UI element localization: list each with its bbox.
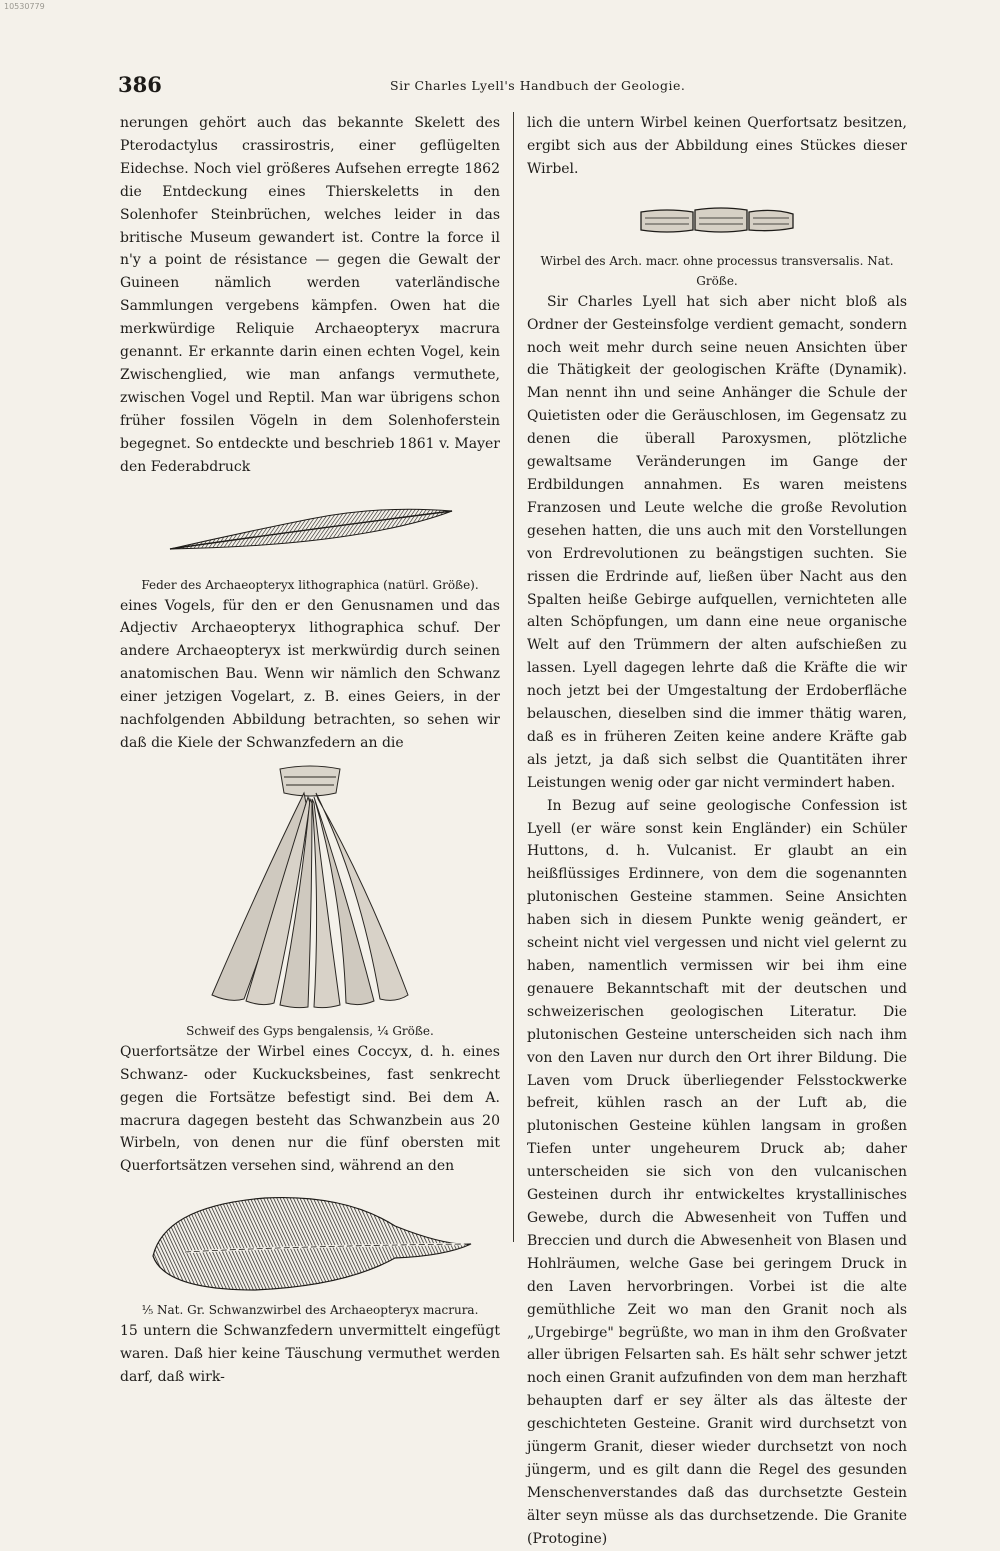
vertebra-figure <box>527 189 907 251</box>
scan-id: 10530779 <box>4 2 45 11</box>
column-divider <box>513 112 514 1242</box>
feather-illustration <box>160 497 460 557</box>
archaeopteryx-tail-illustration <box>145 1186 475 1296</box>
right-paragraph-2: Sir Charles Lyell hat sich aber nicht bloß als Ordner der Gesteinsfolge verdient gemacht, sondern noch weit mehr durch seine neuen Ansichten über die Thätigkeit der geologischen Kräfte (Dynamik). Man nennt ihn und seine Anhänger die Schule der Quietisten oder die Geräuschlosen, im Gegensatz zu denen die überall Paroxysmen, plötzliche gewaltsame Veränderungen im Gange der Erdbildungen annahmen. Es waren meistens Franzosen und Leute welche die große Revolution gesehen hatten, die uns auch mit den Vorstellungen von Erdrevolutionen zu beängstigen suchten. Sie rissen die Erdrinde auf, ließen über Nacht aus den Spalten heiße Gebirge aufquellen, vernichteten alle alten Schöpfungen, um dann eine neue organische Welt auf den Trümmern der alten aufschießen zu lassen. Lyell dagegen lehrte daß die Kräfte die wir noch jetzt bei der Umgestaltung der Erdoberfläche belauschen, dieselben sind die immer thätig waren, daß es in früheren Zeiten keine andere Kräfte gab als jetzt, ja daß sich selbst die Quantitäten ihrer Leistungen wenig oder gar nicht vermindert haben. <box>527 293 907 791</box>
feather-caption: Feder des Archaeopteryx lithographica (natürl. Größe). <box>141 577 479 592</box>
right-paragraph-3: In Bezug auf seine geologische Confession ist Lyell (er wäre sonst kein Engländer) ein Schüler Huttons, d. h. Vulcanist. Er glaubt an ein heißflüssiges Erdinnere, von dem die sogenannten plutonischen Gesteine stammen. Seine Ansichten haben sich in diesem Punkte wenig geändert, er scheint nicht viel vergessen und nicht viel gelernt zu haben, namentlich vermissen wir bei ihm eine genauere Bekanntschaft mit der deutschen und schweizerischen geologischen Literatur. Die plutonischen Gesteine unterscheiden sich nach ihm von den Laven nur durch den Ort ihrer Bildung. Die Laven vom Druck überliegender Felsstockwerke befreit, kühlen rasch an der Luft ab, die plutonischen Gesteine kühlen langsam in großen Tiefen unter ungeheurem Druck ab; daher unterscheiden sie sich von den vulcanischen Gesteinen durch ihr entwickeltes krystallinisches Gewebe, durch die Abwesenheit von Tuffen und Breccien und durch die Abwesenheit von Blasen und Hohlräumen, welche Gase bei geringem Druck in den Laven hervorbringen. Vorbei ist die alte gemüthliche Zeit wo man den Granit noch als „Urgebirge" begrüßte, wo man in ihm den Großvater aller übrigen Felsarten sah. Es hält sehr schwer jetzt noch einen Granit aufzufinden von dem man herzhaft behaupten darf er sey älter als das älteste der geschichteten Gesteine. Granit wird durchsetzt von jüngerm Granit, dieser wieder durchsetzt von noch jüngerm, und es gilt dann die Regel des gesunden Menschenverstandes daß das durchsetzte Gestein älter seyn müsse als das durchsetzende. Die Granite (Protogine) <box>527 797 907 1547</box>
left-column <box>120 112 500 1389</box>
page-number: 386 <box>118 72 162 97</box>
left-paragraph-3: Querfortsätze der Wirbel eines Coccyx, d. h. eines Schwanz- oder Kuckucksbeines, fast senkrecht gegen die Fortsätze befestigt sind. Bei dem A. macrura dagegen besteht das Schwanzbein aus 20 Wirbeln, von denen nur die fünf obersten mit Querfortsätzen versehen sind, während an den <box>120 1043 500 1175</box>
left-paragraph-1: nerungen gehört auch das bekannte Skelett des Pterodactylus crassirostris, einer geflügelten Eidechse. Noch viel größeres Aufsehen erregte 1862 die Entdeckung eines Thierskeletts in den Solenhofer Steinbrüchen, welches leider in das britische Museum gewandert ist. Contre la force il n'y a point de résistance — gegen die Gewalt der Guineen nämlich werden vaterländische Sammlungen vergebens kämpfen. Owen hat die merkwürdige Reliquie Archaeopteryx macrura genannt. Er erkannte darin einen echten Vogel, kein Zwischenglied, wie man anfangs vermuthete, zwischen Vogel und Reptil. Man war übrigens schon früher fossilen Vögeln in dem Solenhoferstein begegnet. So entdeckte und beschrieb 1861 v. Mayer den Federabdruck <box>120 115 500 475</box>
vertebra-illustration <box>637 200 797 240</box>
archaeopteryx-tail-figure <box>120 1182 500 1300</box>
right-column <box>527 112 907 1551</box>
vertebra-caption: Wirbel des Arch. macr. ohne processus transversalis. Nat. Größe. <box>540 253 894 288</box>
feather-figure <box>120 479 500 575</box>
vulture-tail-illustration <box>200 763 420 1013</box>
running-head: Sir Charles Lyell's Handbuch der Geologie. <box>390 78 686 93</box>
right-paragraph-1: lich die untern Wirbel keinen Querfortsatz besitzen, ergibt sich aus der Abbildung eines Stückes dieser Wirbel. <box>527 115 907 177</box>
left-paragraph-2: eines Vogels, für den er den Genusnamen und das Adjectiv Archaeopteryx lithographica schuf. Der andere Archaeopteryx ist merkwürdig durch seinen anatomischen Bau. Wenn wir nämlich den Schwanz einer jetzigen Vogelart, z. B. eines Geiers, in der nachfolgenden Abbildung betrachten, so sehen wir daß die Kiele der Schwanzfedern an die <box>120 597 500 751</box>
left-paragraph-4: 15 untern die Schwanzfedern unvermittelt eingefügt waren. Daß hier keine Täuschung vermuthet werden darf, daß wirk- <box>120 1323 500 1386</box>
macrura-caption: ¹⁄₅ Nat. Gr. Schwanzwirbel des Archaeopteryx macrura. <box>141 1303 479 1318</box>
tail-caption: Schweif des Gyps bengalensis, ¹⁄₄ Größe. <box>186 1023 434 1038</box>
vulture-tail-figure <box>120 763 500 1021</box>
